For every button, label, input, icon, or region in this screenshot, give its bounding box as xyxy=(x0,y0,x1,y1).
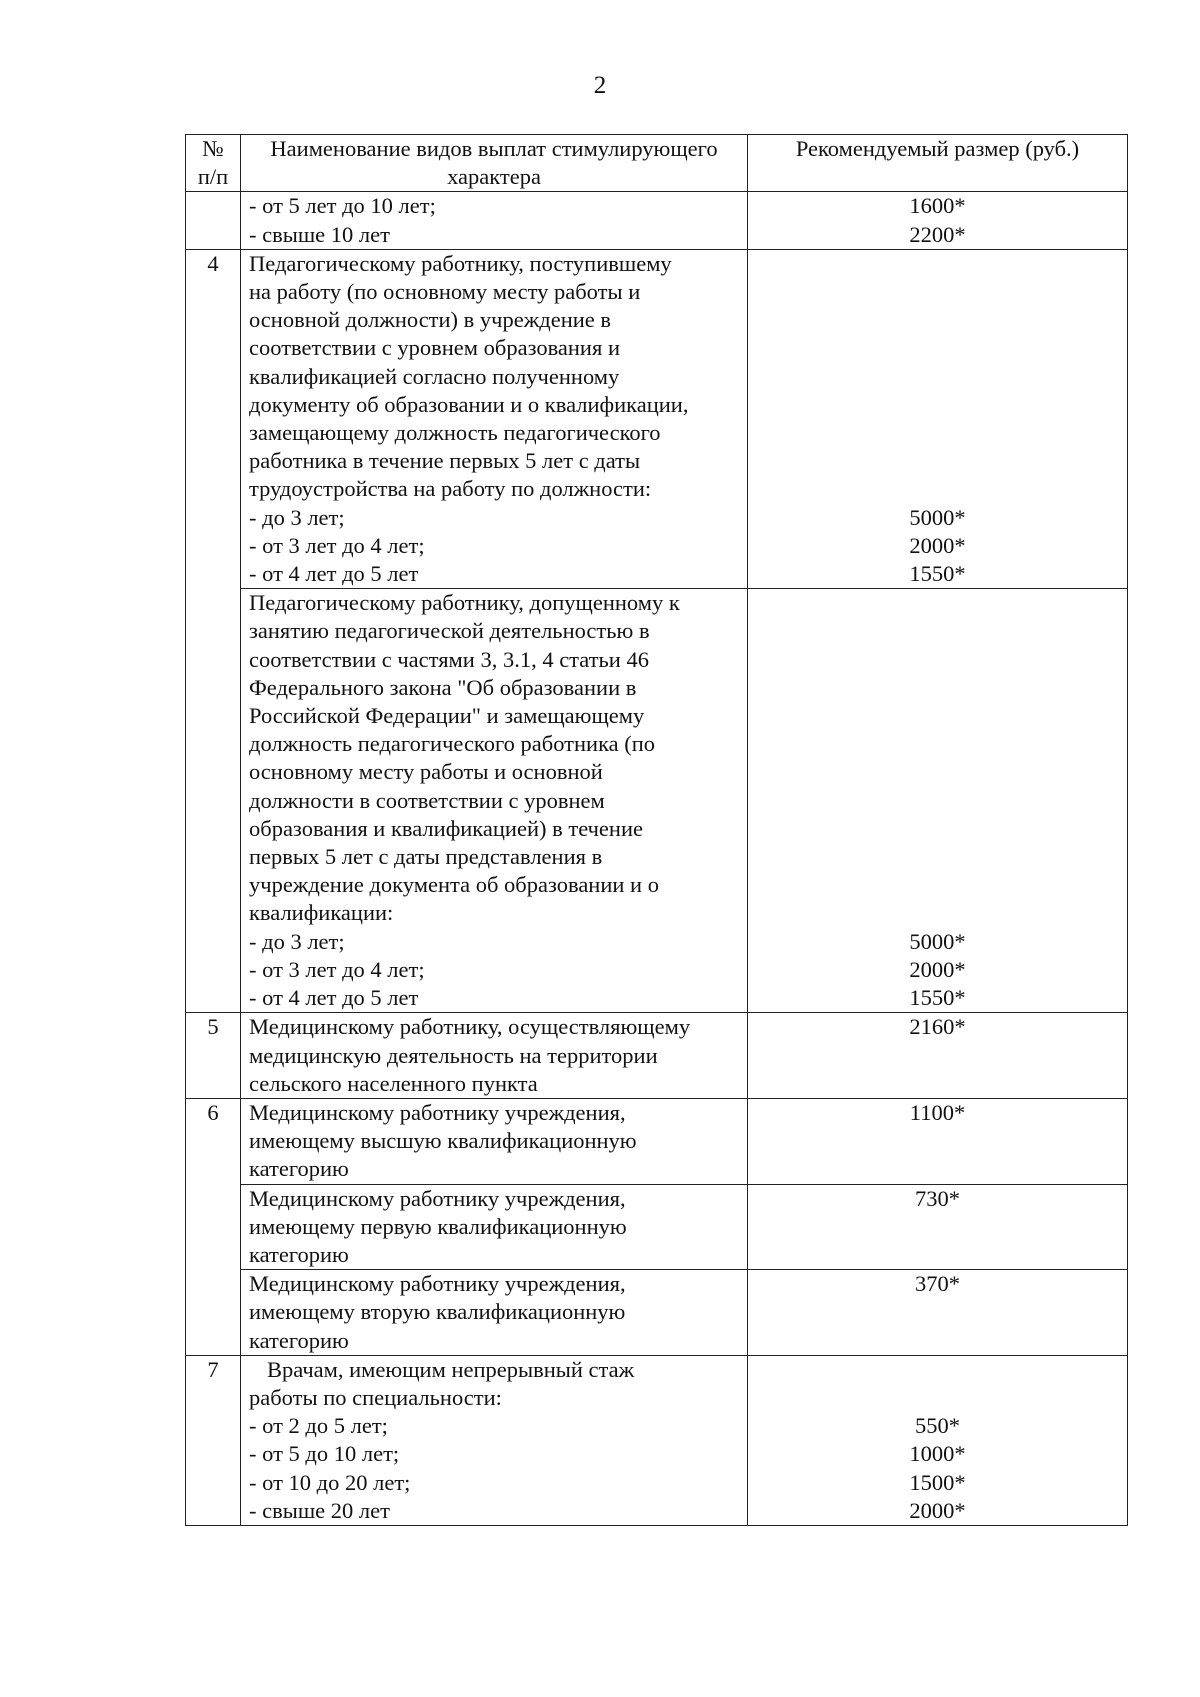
amount-value: 730* xyxy=(915,1185,960,1211)
description-line: имеющему вторую квалификационную xyxy=(249,1299,626,1325)
header-amount-label: Рекомендуемый размер (руб.) xyxy=(795,136,1080,161)
amount-value: 1000* xyxy=(909,1441,966,1467)
amount-value: 2160* xyxy=(909,1014,966,1040)
amount-spacer xyxy=(756,1384,1119,1412)
table-row xyxy=(186,589,1128,1013)
description-line: - свыше 10 лет xyxy=(249,221,390,247)
row-description xyxy=(241,589,748,1013)
amount-spacer xyxy=(756,871,1119,899)
row-description xyxy=(241,1013,748,1099)
amount-spacer xyxy=(756,815,1119,843)
description-line: имеющему высшую квалификационную xyxy=(249,1128,637,1154)
amount-spacer xyxy=(756,419,1119,447)
description-line: категорию xyxy=(249,1327,349,1353)
amount-spacer xyxy=(756,363,1119,391)
amount-value: 1500* xyxy=(909,1469,966,1495)
description-line: трудоустройства на работу по должности: xyxy=(249,476,652,502)
row-amount xyxy=(748,1184,1128,1270)
row-amount xyxy=(748,1098,1128,1184)
description-line: - до 3 лет; xyxy=(249,504,345,530)
description-line: замещающему должность педагогического xyxy=(249,420,661,446)
description-line: учреждение документа об образовании и о xyxy=(249,872,659,898)
amount-spacer xyxy=(756,391,1119,419)
row-description xyxy=(241,249,748,588)
description-line: работника в течение первых 5 лет с даты xyxy=(249,448,641,474)
description-line: Врачам, имеющим непрерывный стаж xyxy=(267,1356,635,1382)
description-line: медицинскую деятельность на территории xyxy=(249,1042,658,1068)
description-line: должность педагогического работника (по xyxy=(249,731,656,757)
amount-spacer xyxy=(756,250,1119,278)
table-row xyxy=(186,1355,1128,1525)
amount-spacer xyxy=(756,475,1119,503)
table-header-row xyxy=(186,135,1128,192)
amount-value: 5000* xyxy=(909,504,966,530)
payments-table xyxy=(185,134,1128,1526)
row-description xyxy=(241,1355,748,1525)
description-line: основному месту работы и основной xyxy=(249,759,603,785)
description-line: квалификации: xyxy=(249,900,394,926)
description-line: Медицинскому работнику учреждения, xyxy=(249,1185,626,1211)
amount-spacer xyxy=(756,787,1119,815)
description-line: сельского населенного пункта xyxy=(249,1070,538,1096)
description-line: основной должности) в учреждение в xyxy=(249,307,612,333)
row-amount xyxy=(748,192,1128,249)
row-amount xyxy=(748,589,1128,1013)
amount-value: 2200* xyxy=(909,221,966,247)
amount-spacer xyxy=(756,899,1119,927)
header-name-label: Наименование видов выплат стимулирующего xyxy=(270,136,718,161)
table-row xyxy=(186,1013,1128,1099)
header-amount-cell xyxy=(748,135,1128,192)
amount-value: 1600* xyxy=(909,193,966,219)
header-name-sublabel: характера xyxy=(447,164,541,190)
amount-spacer xyxy=(756,702,1119,730)
description-line: Педагогическому работнику, поступившему xyxy=(249,250,672,276)
amount-spacer xyxy=(756,278,1119,306)
description-line: Медицинскому работнику учреждения, xyxy=(249,1271,626,1297)
table-row xyxy=(186,1184,1128,1270)
description-line: - от 5 до 10 лет; xyxy=(249,1441,400,1467)
amount-value: 370* xyxy=(915,1271,960,1297)
row-description xyxy=(241,1098,748,1184)
amount-spacer xyxy=(756,617,1119,645)
description-line: Федерального закона "Об образовании в xyxy=(249,674,637,700)
row-amount xyxy=(748,1013,1128,1099)
description-line: занятию педагогической деятельностью в xyxy=(249,618,650,644)
description-line: соответствии с частями 3, 3.1, 4 статьи 46 xyxy=(249,646,649,672)
row-description xyxy=(241,1184,748,1270)
amount-value: 2000* xyxy=(909,1497,966,1523)
table-row xyxy=(186,1098,1128,1184)
amount-spacer xyxy=(756,730,1119,758)
description-line: образования и квалификацией) в течение xyxy=(249,815,643,841)
row-amount xyxy=(748,249,1128,588)
description-line: - от 2 до 5 лет; xyxy=(249,1413,388,1439)
description-line: Педагогическому работнику, допущенному к xyxy=(249,590,680,616)
amount-value: 2000* xyxy=(909,956,966,982)
description-line: категорию xyxy=(249,1241,349,1267)
description-line: - от 3 лет до 4 лет; xyxy=(249,956,425,982)
description-line: - от 4 лет до 5 лет xyxy=(249,985,419,1011)
description-line: - от 3 лет до 4 лет; xyxy=(249,532,425,558)
row-number xyxy=(186,192,241,249)
description-line: документу об образовании и о квалификации, xyxy=(249,391,689,417)
description-line: первых 5 лет с даты представления в xyxy=(249,844,603,870)
description-line: имеющему первую квалификационную xyxy=(249,1213,627,1239)
header-number-sublabel: п/п xyxy=(197,164,229,190)
amount-spacer xyxy=(756,646,1119,674)
table-row xyxy=(186,1270,1128,1356)
header-name-cell xyxy=(241,135,748,192)
table-row xyxy=(186,249,1128,588)
amount-spacer xyxy=(756,447,1119,475)
amount-value: 2000* xyxy=(909,532,966,558)
table-row xyxy=(186,192,1128,249)
description-line: соответствии с уровнем образования и xyxy=(249,335,620,361)
amount-spacer xyxy=(756,758,1119,786)
description-line: - до 3 лет; xyxy=(249,928,345,954)
description-line: - от 4 лет до 5 лет xyxy=(249,561,419,587)
page-number: 2 xyxy=(593,72,607,99)
amount-spacer xyxy=(756,674,1119,702)
header-number-cell xyxy=(186,135,241,192)
amount-spacer xyxy=(756,843,1119,871)
amount-value: 1100* xyxy=(909,1099,966,1125)
amount-spacer xyxy=(756,306,1119,334)
row-number: 6 xyxy=(186,1098,241,1355)
row-number: 7 xyxy=(186,1355,241,1525)
description-line: - от 5 лет до 10 лет; xyxy=(249,193,436,219)
row-description xyxy=(241,192,748,249)
amount-spacer xyxy=(756,1356,1119,1384)
row-number: 5 xyxy=(186,1013,241,1099)
description-line: работы по специальности: xyxy=(249,1384,502,1410)
amount-value: 1550* xyxy=(909,985,966,1011)
description-line: Медицинскому работнику, осуществляющему xyxy=(249,1014,691,1040)
row-description xyxy=(241,1270,748,1356)
description-line: должности в соответствии с уровнем xyxy=(249,787,605,813)
amount-value: 550* xyxy=(915,1413,960,1439)
amount-spacer xyxy=(756,589,1119,617)
amount-spacer xyxy=(756,334,1119,362)
description-line: Российской Федерации" и замещающему xyxy=(249,703,645,729)
description-line: Медицинскому работнику учреждения, xyxy=(249,1099,626,1125)
description-line: на работу (по основному месту работы и xyxy=(249,279,641,305)
description-line: категорию xyxy=(249,1156,349,1182)
description-line: квалификацией согласно полученному xyxy=(249,363,620,389)
description-line: - свыше 20 лет xyxy=(249,1497,390,1523)
amount-value: 5000* xyxy=(909,928,966,954)
header-number-label: № xyxy=(202,136,224,161)
amount-value: 1550* xyxy=(909,561,966,587)
row-amount xyxy=(748,1355,1128,1525)
description-line: - от 10 до 20 лет; xyxy=(249,1469,411,1495)
row-number: 4 xyxy=(186,249,241,1012)
row-amount xyxy=(748,1270,1128,1356)
